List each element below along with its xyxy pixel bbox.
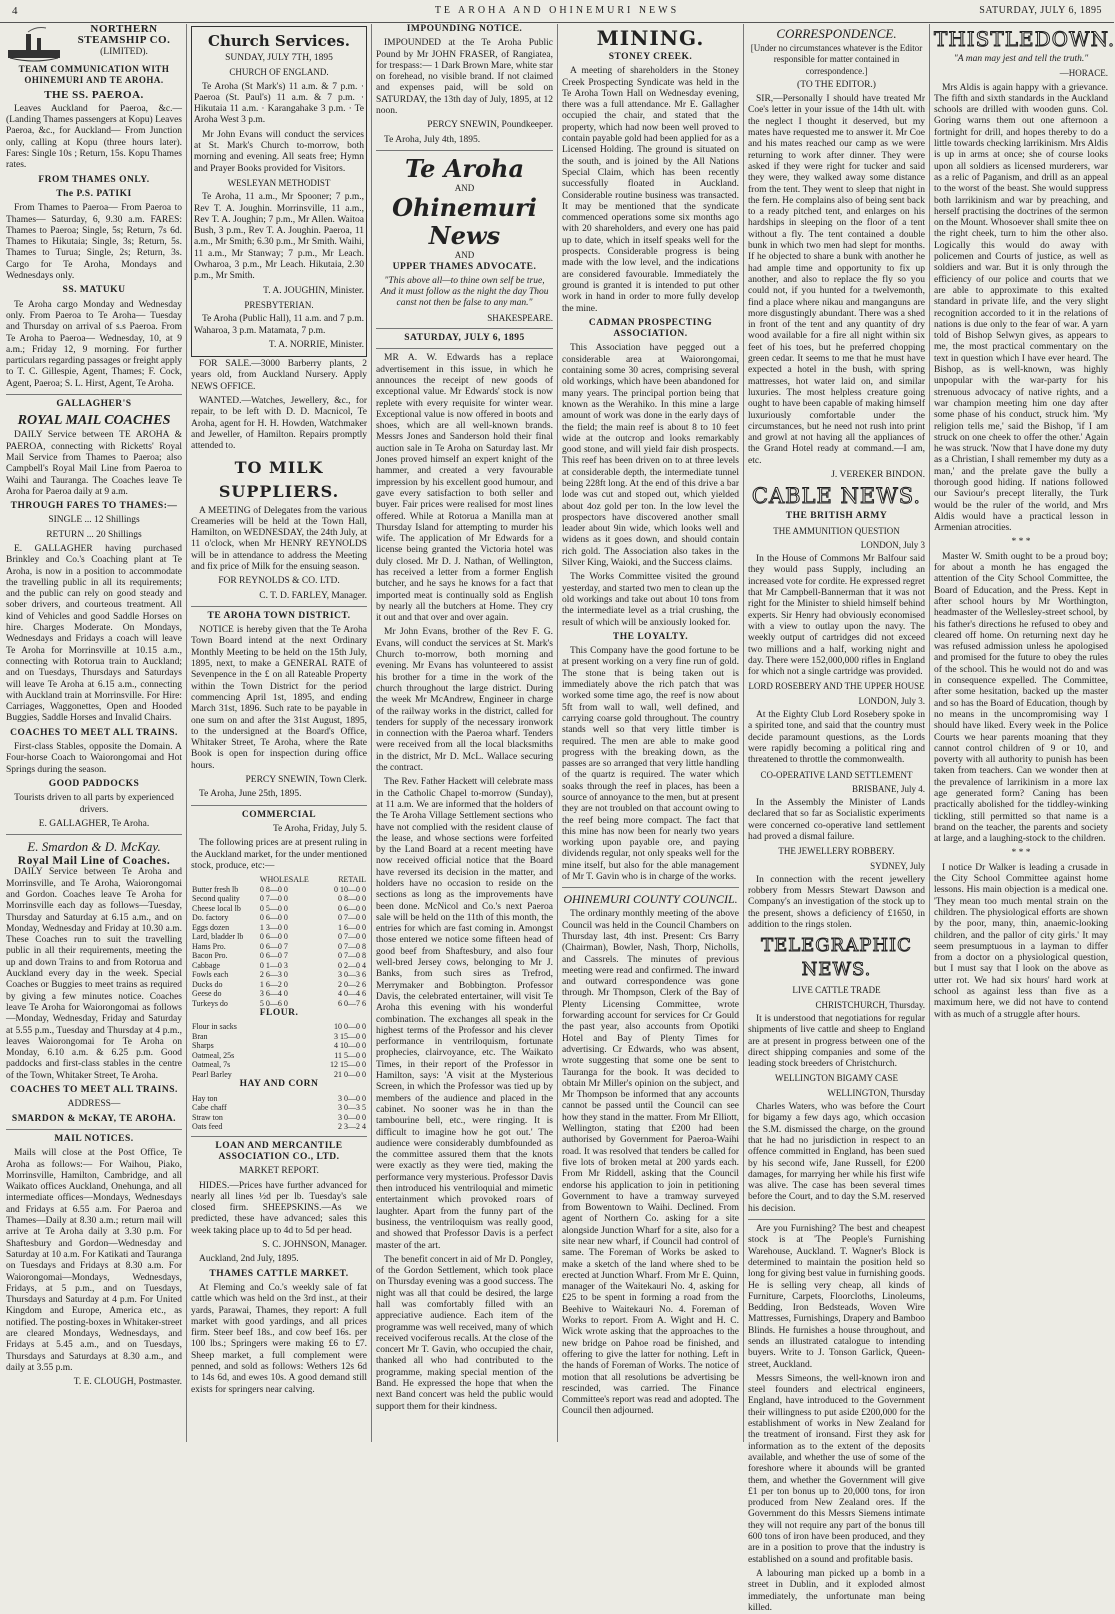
column-rule	[186, 24, 187, 1442]
hay-title: HAY AND CORN	[239, 1079, 319, 1090]
paper-title-ohinemuri: Ohinemuri News	[392, 193, 537, 251]
address-label: ADDRESS—	[67, 1099, 121, 1110]
royal-mail-title: ROYAL MAIL COACHES	[17, 413, 171, 429]
bigamy-text: Charles Waters, who was before the Court for bigamy a few days ago, which occasion the S.M. dismissed the charge, on the ground that he had no jurisdiction in respect to an offence committed in England, has been sued by his second wife, Jane Russell, for £200 damages, for marrying her while his first wife was alive. The case has been several times before the Court, and to day the S.M. reserved his decision.	[748, 1102, 925, 1214]
concert-text: The benefit concert in aid of Mr D. Pongley, of the Gordon Settlement, which took place on Thursday evening was a good success. The night was all that could be desired, the large hall was comfortably filled with an appreciative audience. Each item of the programme was well received, many of which received vociferous recalls. At the close of the concert Mr T. Gavin, who occupied the chair, thanked all who had contributed to the programme, making special mention of the Band. He expressed the hope that when the next Band concert was held the public would support them for their kindness.	[376, 1254, 553, 1412]
wanted-ad: WANTED.—Watches, Jewellery, &c., for repair, to be left with D. D. Macnicol, Te Aroha, agent for H. H. Howden, Watchmaker and Jeweller, of Hamilton. Repairs promptly attended to.	[191, 396, 367, 452]
table-cell: 21 0—0 0	[334, 1069, 366, 1079]
table-row	[191, 1022, 367, 1032]
table-cell: Geese do	[192, 989, 222, 999]
gallagher-head: GALLAGHER'S	[56, 399, 132, 410]
table-cell: 1 6—0 0	[338, 922, 366, 932]
norrie-sig: T. A. NORRIE, Minister.	[268, 339, 364, 350]
loyalty-title: THE LOYALTY.	[612, 631, 689, 642]
column-rule	[743, 24, 744, 1442]
table-cell: 0 7—0 0	[338, 932, 366, 942]
table-cell: 0 7—0 8	[338, 941, 366, 951]
table-row	[191, 1113, 367, 1123]
ammunition-title: THE AMMUNITION QUESTION	[773, 525, 900, 536]
jewellery-text: In connection with the recent jewellery robbery from Messrs Stewart Dawson and Company's an investigation of the stock up to the present, shows a deficiency of £1650, in addition to the rings stolen.	[748, 874, 925, 931]
hay-table	[191, 1094, 367, 1132]
table-row	[191, 1032, 367, 1042]
table-cell: 6 0—7 6	[338, 998, 366, 1008]
for-sale-ad: FOR SALE.—3000 Barberry plants, 2 years old, from Auckland Nursery. Apply NEWS OFFICE.	[191, 359, 367, 392]
table-cell: Turkeys do	[192, 998, 228, 1008]
table-cell: Ducks do	[192, 979, 223, 989]
upper-thames: UPPER THAMES ADVOCATE.	[392, 261, 537, 272]
good-paddocks: GOOD PADDOCKS	[48, 778, 140, 789]
table-cell: 3 0—0 0	[338, 1112, 366, 1122]
table-cell: Eggs dozen	[192, 922, 230, 932]
table-cell: 0 1—0 3	[259, 960, 288, 970]
royal-mail-line: Royal Mail Line of Coaches.	[17, 855, 171, 868]
table-cell: Oatmeal, 7s	[192, 1060, 231, 1070]
cattle-text: At Fleming and Co.'s weekly sale of fat cattle which was held on the 3rd inst., at their yards, Parawai, Thames, they report: A full market with good yardings, and all prices firm. Steer beef 18s., and cow beef 16s. per 100 lbs.; Springers were making £6 to £7. Sheep market, a full complement were penned, and sold as follows: Wethers 12s 6d to 14s 6d, and ewes 10s. A good demand still exists for springers near calving.	[191, 1282, 367, 1395]
table-cell: 1 6—2 0	[259, 979, 288, 989]
table-cell: 3 6—4 0	[259, 989, 288, 999]
church-lines: Te Aroha (St Mark's) 11 a.m. & 7 p.m. · Paeroa (St. Paul's) 11 a.m. & 7 p.m. · Hikutaia 11 a.m. · Karangahake 3 p.m. · Te Aroha West 3 p.m.	[194, 81, 364, 126]
table-cell: Cheese local lb	[192, 903, 241, 913]
church-text: Mr John Evans will conduct the services at St. Mark's Church to-morrow, both morning and evening. All seats free; Hymn and Prayer Books provided for Visitors.	[194, 129, 364, 174]
table-cell: 3 0—3 5	[338, 1103, 366, 1113]
coop-title: CO-OPERATIVE LAND SETTLEMENT	[760, 769, 913, 780]
brisbane-dateline: BRISBANE, July 4.	[851, 783, 925, 794]
table-row	[191, 1094, 367, 1104]
bomb-text: A labouring man picked up a bomb in a street in Dublin, and it exploded almost immediately, the unfortunate man being killed.	[748, 1568, 925, 1613]
cattle-trade-title: LIVE CATTLE TRADE	[792, 985, 881, 996]
table-row	[191, 999, 367, 1009]
district-text: NOTICE is hereby given that the Te Aroha Town Board intend at the next Ordinary Monthly Meeting to be held on the 15th July, 1895, next, to make a GENERAL RATE of Sevenpence in the £ on all Rateable Property within the Town District for the period commencing April 1st, 1895, and ending March 31st, 1896. Such rate to be payable in one sum on and after the 31st August, 1895, to the undersigned at the Board's Office, Whitaker Street, Te Aroha, where the Rate Book is open for inspection during office hours.	[191, 625, 367, 771]
flour-title: FLOUR.	[259, 1008, 299, 1019]
table-row	[191, 989, 367, 999]
paeroa-text: Leaves Auckland for Paeroa, &c.— (Landing Thames passengers at Kopu) Leaves Paeroa, &c., for Auckland— From Junction only, calling at Kopu (three hours later). Fares: Single 10s ; Return, 15s. Kopu Thames rates.	[6, 103, 182, 171]
comm-date: Te Aroha, Friday, July 5.	[273, 823, 367, 834]
rosebery-text: At the Eighty Club Lord Rosebery spoke in a spirited tone, and said that the country must decide paramount questions, as the Lords were rapidly becoming a political ring and threatened to throttle the commonwealth.	[748, 710, 925, 766]
coaches-all-trains: COACHES TO MEET ALL TRAINS.	[10, 1085, 178, 1096]
table-header: RETAIL	[338, 875, 366, 885]
shakespeare: SHAKESPEARE.	[487, 312, 553, 323]
cadman-title: CADMAN PROSPECTING ASSOCIATION.	[588, 317, 713, 340]
cattle-trade-text: It is understood that negotiations for regular shipments of live cattle and sheep to England are at present in progress between one of the direct shipping companies and some of the leading stock breeders of Christchurch.	[748, 1013, 925, 1070]
first-class: First-class Stables, opposite the Domain. A Four-horse Coach to Waiorongomai and Hot Springs during the season.	[6, 742, 182, 775]
joughin-sig: T. A. JOUGHIN, Minister.	[263, 285, 364, 296]
mail-notices-title: MAIL NOTICES.	[54, 1133, 134, 1144]
johnson-date: Auckland, 2nd July, 1895.	[199, 1254, 299, 1265]
more-text: The Rev. Father Hackett will celebrate mass in the Catholic Chapel to-morrow (Sunday), at 11 a.m. We are informed that the holders of the Te Aroha Village Settlement sections who have not complied with the resident clause of the lease, and whose sections were forfeited by the Land Board at a recent meeting have now received official notice that the Board have reversed its decision in the matter, and holders have no occasion to reside on the sections as long as the improvements have been done. McNicol and Co.'s next Paeroa sale will be held on the 11th of this month, the entries for which are fast coming in. Amongst those entered we notice some fifteen head of good beef from Shaftesbury, and also four well-bred Jersey cows, belonging to Mr J. Banks, from such sires as Trefrod, Merrymaker and Bobbington. Professor Davis, the celebrated entertainer, will visit Te Aroha this evening with his wonderful combination. The exchanges all speak in the highest terms of the Professor and his clever performance in ventriloquism, fortunate prophecies, clairvoyance, etc. The Waikato Times, in their report of the Professor in Hamilton, says: 'A visit at the Mysterious Screen, in which the Professor was tied up by members of the audience and placed in the cabinet. No sooner was he in than the tambourine bell, etc., were ringing. It is difficult to imagine how he got out.' The audience were considerably dumbfounded as the committee assured them that the knots were exactly as they were tied, making the performance very mysterious. Professor Davis then introduced his ventriloquial and mimetic entertainment which provoked roars of laughter. Apart from the funny part of the business, the ventriloquism was really good, and showed that Professor Davis is a perfect master of the art.	[376, 777, 553, 1251]
milk-title: TO MILK SUPPLIERS.	[218, 457, 340, 501]
presbyterian-title: PRESBYTERIAN.	[244, 299, 314, 310]
paper-title-and: AND	[454, 250, 475, 261]
poundkeeper-sig: PERCY SNEWIN, Poundkeeper.	[427, 120, 553, 131]
table-cell: Hay ton	[192, 1093, 218, 1103]
thistle-quote: "A man may jest and tell the truth."	[953, 54, 1089, 64]
hygiene-text: I notice Dr Walker is leading a crusade in the City School Committee against home lessons. His main objection is a medical one. 'They mean too much mental strain on the children. The physiological efforts are shown by the poor, many, thin, anaemic-looking children, and the pallor of city girls.' It may seem presumptuous in a layman to differ from a doctor on a physiological question, but I must say that I look on the above as utter rot. We had six hours' hard work at school as against less than five as a maximum here, we did not have to contend with as much of a struggle after hours.	[934, 862, 1108, 1020]
wellington-dateline: WELLINGTON, Thursday	[827, 1087, 925, 1098]
column-5	[748, 24, 925, 1613]
london-dateline: LONDON, July 3	[860, 539, 925, 550]
table-row	[191, 970, 367, 980]
through-fares: THROUGH FARES TO THAMES:—	[10, 501, 178, 512]
table-cell: 10 0—0 0	[334, 1022, 366, 1032]
table-cell: Straw ton	[192, 1112, 223, 1122]
table-header	[191, 875, 259, 885]
table-cell: 0 6—0 0	[259, 932, 288, 942]
milk-text: A MEETING of Delegates from the various Creameries will be held at the Town Hall, Hamilton, on WEDNESDAY, the 24th July, at 11 o'clock, when Mr HENRY REYNOLDS will be in attendance to address the Meeting and fix price of Milk for the ensuing season.	[191, 505, 367, 572]
rosebery-title: LORD ROSEBERY AND THE UPPER HOUSE	[748, 681, 925, 692]
table-cell: 0 6—0 0	[259, 913, 288, 923]
table-cell: 0 6—0 0	[338, 903, 366, 913]
table-row	[191, 1060, 367, 1070]
northern-steamship-ad	[6, 24, 182, 64]
paeroa-ship: THE SS. PAEROA.	[44, 88, 144, 101]
coaches-meet: COACHES TO MEET ALL TRAINS.	[10, 727, 178, 738]
simeons-text: Messrs Simeons, the well-known iron and steel founders and electrical engineers, England, have introduced to the Government their willingness to put aside £200,000 for the establishment of works in New Zealand for the treatment of ironsand. First they ask for information as to the extent of the deposits available, and whether the use of some of the foreshore where it abounds will be granted them, and whether the Government will give £1 per ton bonus up to 20,000 tons, for iron produced from New Zealand ores. If the Government do this Messrs Siemens intimate they will not require any part of the bonus till 600 tons of iron have been produced, and they are in a position to prove that the industry is established on a sound and profitable basis.	[748, 1373, 925, 1565]
impound-text: IMPOUNDED at the Te Aroha Public Pound by Mr JOHN FRASER, of Rangiatea, for trespass:— 1 Dark Brown Mare, white star on forehead, no visible brand. If not claimed and expenses paid, will be sold on SATURDAY, the 13th day of July, 1895, at 12 noon.	[376, 38, 553, 117]
snewin-date: Te Aroha, June 25th, 1895.	[199, 789, 302, 800]
impounding-title: IMPOUNDING NOTICE.	[406, 24, 523, 34]
table-header: WHOLESALE	[259, 875, 309, 885]
clough-sig: T. E. CLOUGH, Postmaster.	[73, 1377, 182, 1388]
snewin-sig: PERCY SNEWIN, Town Clerk.	[245, 775, 367, 786]
table-cell: 3 0—3 6	[338, 970, 366, 980]
table-row	[191, 951, 367, 961]
table-row	[191, 923, 367, 933]
jewellery-title: THE JEWELLERY ROBBERY.	[778, 846, 895, 857]
table-cell: 0 2—0 4	[338, 960, 366, 970]
northern-title: NORTHERN STEAMSHIP CO.	[77, 23, 171, 47]
table-row	[191, 980, 367, 990]
table-cell: 0 8—0 0	[338, 894, 366, 904]
stars-divider: * * *	[1011, 848, 1031, 859]
ammunition-text: In the House of Commons Mr Balfour said they would pass Supply, including an increased vote for cordite. He expressed regret that Mr Campbell-Bannerman that it was not right for the Minister to shield himself behind experts. Sir Henry had obviously economised with a view to outlay upon the navy. The weekly output of cartridges did not exceed two millions and a half, working night and day. There were 152,000,000 rifles in England for which not a single cartridge was provided.	[748, 554, 925, 678]
paper-title-te-aroha: Te Aroha	[404, 153, 524, 183]
cable-news-title: CABLE NEWS.	[751, 484, 922, 509]
smardon-addr: SMARDON & McKAY, TE AROHA.	[11, 1113, 177, 1124]
patiki-text: From Thames to Paeroa— From Paeroa to Thames— Saturday, 6, 9.30 a.m. FARES: Thames to Paeroa; Single, 5s; Return, 7s 6d. Thames to Hikutaia; Single, 3s; Return, 5s. Thames to Turua; Single, 2s; Return, 3s. Cargo for Te Aroha, Mondays and Wednesdays only.	[6, 203, 182, 282]
thistledown-title: THISTLEDOWN.	[934, 27, 1115, 51]
column-rule	[371, 24, 372, 1442]
fares-return: RETURN ... 20 Shillings	[46, 529, 142, 540]
corr-text: SIR,—Personally I should have treated Mr Coe's letter in your issue of the 14th ult. with the neglect I thought it deserved, but my mates have requested me to answer it. Mr Coe and his mates reached our camp as we were returning to work after dinner. They were asked if they were right for tucker and said they were, they walked away some distance from the tent. They went to sleep that night in the fern. He complains also of being sent back to a ready pitched tent, and enlarges on his hardships in sleeping on the floor of a tent without a fly. The tent contained a double bunk in which two men had slept for months. If he objected to share a bunk with another he had ample time and opportunity to fix up another, and also to replace the fly so you could not, if you hunted for a twelvemonth, find a place where nikau and manganguns are more disgustingly abundant. There was a shed in front of the tent and any quantity of dry wood available for a fire all night within six feet of his toes, but he preferred chopping green cedar. It seems to me that he must have expected a hotel in the bush, with spring mattresses, hot water laid on, and similar luxuries. The most helpless creature going ought to have been capable of making himself luxuriously comfortable under the circumstances, but he need not rush into print and growl at not having all the appliances of the Grand Hotel ready at command.—I am, etc.	[748, 94, 925, 466]
stars-divider: * * *	[1011, 537, 1031, 548]
column-6	[934, 24, 1115, 1442]
table-cell: 5 0—6 0	[259, 998, 288, 1008]
gallagher-text: DAILY Service between TE AROHA & PAEROA, connecting with Ricketts' Royal Mail Service from Thames to Paeroa; also Campbell's Royal Mail Line from Paeroa to Waihi and Tauranga. The Coaches leave Te Aroha for Paeroa daily at 9 a.m.	[6, 430, 182, 497]
newspaper-title: TE AROHA AND OHINEMURI NEWS	[434, 5, 680, 16]
paper-title-and: AND	[454, 182, 475, 193]
table-cell: Bran	[192, 1031, 208, 1041]
table-cell: Hams Pro.	[192, 941, 226, 951]
table-cell: 0 7—0 0	[338, 913, 366, 923]
correspondence-title: CORRESPONDENCE.	[776, 26, 897, 41]
flour-table	[191, 1022, 367, 1079]
telegraphic-title: TELEGRAPHIC NEWS.	[761, 935, 912, 981]
table-cell: Oatmeal, 25s	[192, 1050, 235, 1060]
editorial-date: SATURDAY, JULY 6, 1895	[404, 333, 525, 344]
table-cell: Do. factory	[192, 913, 229, 923]
wesleyan-text: Te Aroha, 11 a.m., Mr Spooner; 7 p.m., Rev T. A. Joughin. Morrinsville, 11 a.m., Rev T. A. Joughin; 7 p.m., Mr Allen. Waitoa Bush, 3 p.m., Rev T. A. Joughin. Paeroa, 11 a.m., Mr Smith; 6.30 p.m., Mr Smith. Waihi, 11 a.m., Mr Stanway; 7 p.m., Mr Leach. Owharoa, 3 p.m., Mr Leach. Hikutaia, 2.30 p.m., Mr Smith.	[194, 192, 364, 282]
bindon-sig: J. VEREKER BINDON.	[831, 469, 925, 480]
table-cell: 4 10—0 0	[334, 1041, 366, 1051]
table-cell: 0 6—0 7	[259, 951, 288, 961]
table-cell: 2 6—3 0	[259, 970, 288, 980]
british-army: THE BRITISH ARMY	[785, 511, 888, 522]
issue-date: SATURDAY, JULY 6, 1895	[979, 5, 1102, 16]
table-cell: Fowls each	[192, 970, 229, 980]
table-cell: Second quality	[192, 894, 240, 904]
table-row	[191, 1103, 367, 1113]
tourists: Tourists driven to all parts by experienced drivers.	[14, 793, 174, 815]
table-cell: Cabe chaff	[192, 1103, 227, 1113]
northern-sub: (LIMITED).	[100, 46, 148, 57]
council-text: The ordinary monthly meeting of the above Council was held in the Council Chambers on Thursday last, 4th inst. Present: Crs Barry (Chairman), Bowler, Nash, Thorp, Nicholls, and Cassrels. The minutes of previous meeting were read and confirmed. The inward and outward correspondence was gone through. Mr Thompson, Clerk of the Bay of Plenty Licensing Committee, wrote forwarding account for services for Cr Gould the past year, also accounts from Opotiki Hotel and Bay of Plenty Times for advertising. Cr Edwards, who was absent, wrote suggesting that some one be sent to Tauranga for the book. It was decided to obtain Mr Miller's opinion on the subject, and Mr Thompson be informed that any accounts cannot be passed until the Council can see how they stand in the matter. From Mr Elliott, Wellington, stating that £200 had been authorised by Government for Paeroa-Waihi road. It was resolved that tenders be called for five lots of broken metal at 200 yards each. From Mr Riddell, asking that the Council endorse his application to join in petitioning Government to have a tramway surveyed from Bowentown to Waihi. Declined. From agent of Northern Co. asking for a site alongside Junction Wharf for a site, also for a site near new wharf, if Council had control of same. The Foreman of Works be asked to make a sketch of the land where shed to be erected at Junction Wharf. From Mr E. Quinn, manager of the Waitekauri No. 4, asking for £25 to be spent in forming a road from the Beehive to Waitekauri No. 4. Foreman of Works to report. From A. Wight and H. C. Wick wrote asking that the approaches to the new bridge on Pahoe road be finished, and offering to give the latter for nothing. Left in the hands of Foreman of Works. The notice of motion that all resolutions be advertising be rescinded, was carried. The Finance Committee's report was read and adopted. The Council then adjourned.	[562, 909, 739, 1417]
church-title: Church Services.	[208, 32, 350, 50]
matuku-title: SS. MATUKU	[62, 285, 126, 296]
church-england: CHURCH OF ENGLAND.	[229, 67, 329, 78]
bigamy-title: WELLINGTON BIGAMY CASE	[775, 1073, 898, 1084]
smardon-head: E. Smardon & D. McKay.	[27, 839, 161, 855]
table-cell: 0 6—0 7	[259, 941, 288, 951]
corr-note: [Under no circumstances whatever is the Editor responsible for matter contained in correspondence.]	[750, 43, 923, 76]
column-1	[6, 24, 182, 1442]
table-cell: Lard, bladder lb	[192, 932, 244, 942]
loan-title: LOAN AND MERCANTILE ASSOCIATION CO., LTD.	[215, 1140, 343, 1162]
table-row	[191, 961, 367, 971]
page-number: 4	[12, 5, 18, 17]
church-services-box	[191, 26, 367, 357]
table-cell: Cabbage	[192, 960, 220, 970]
table-cell: 3 0—0 0	[338, 1093, 366, 1103]
table-row	[191, 875, 367, 885]
church-date: SUNDAY, JULY 7TH, 1895	[225, 53, 333, 63]
table-row	[191, 1041, 367, 1051]
stoney-creek: STONEY CREEK.	[608, 52, 693, 62]
editorial-text: MR A. W. Edwards has a replace advertisement in this issue, in which he announces the receipt of new goods of exceptional value. Mr Edwards' stock is now replete with every requisite for winter wear. Exceptional value is now offered in boots and shoes, which are all well-known brands. Messrs Jones and Sanderson hold their final auction sale in Te Aroha on Saturday last. Mr Jones proved himself an expert knight of the hammer, and created a very favourable impression by his excellent good humour, and gave every satisfaction to both seller and buyer. Fair prices were realised for most lines offered. While at Rotorua a Manilla man at Thursday Island for attempting to murder his wife. The application of Mr Edwards for a license being granted the Victoria hotel was duly closed. Mr D. J. Nathan, of Wellington, has received a letter from a former English butcher, and he says he knows for a fact that imported meat is continually sold as English by nearly all the butchers at Home. They cry it out and that over and over again.	[376, 353, 553, 624]
column-3	[376, 24, 553, 1442]
table-cell: 0 7—0 0	[259, 894, 288, 904]
table-cell: 11 5—0 0	[334, 1050, 366, 1060]
commercial-title: COMMERCIAL	[241, 809, 317, 820]
table-cell: 0 8—0 0	[259, 884, 288, 894]
table-cell: 1 3—0 0	[259, 922, 288, 932]
from-thames: FROM THAMES ONLY.	[38, 174, 150, 185]
column-rule	[557, 24, 558, 1442]
council-title: OHINEMURI COUNTY COUNCIL.	[563, 892, 738, 907]
table-cell: Sharps	[192, 1041, 214, 1051]
comm-text: The following prices are at present ruling in the Auckland market, for the under mentioned stock, produce, etc:—	[191, 838, 367, 871]
table-row	[191, 932, 367, 942]
table-row	[191, 904, 367, 914]
table-cell: 2 0—2 6	[338, 979, 366, 989]
matuku-text: Te Aroha cargo Monday and Wednesday only. From Paeroa to Te Aroha— Tuesday and Thursday on arrival of s.s Paeroa. From Te Aroha to Paeroa— Wednesday, 10, at 9 a.m.; Friday 12, 9 morning. For further particulars regarding passages or freight apply to T. C. Gillespie, Agent, Thames; F. Cock, Agent, Paeroa; S. L. Hirst, Agent, Te Aroha.	[6, 299, 182, 389]
northern-comm: TEAM COMMUNICATION WITH OHINEMURI AND TE AROHA.	[18, 64, 170, 86]
thistle-text: Mrs Aldis is again happy with a grievance. The fifth and sixth standards in the Auckland schools are drilled with wooden guns. Col. Goring warns them out one afternoon a fortnight for drill, and hopes thereby to do a little towards checking larrikinism. Mrs Aldis is up in arms at once; she of course looks upon all soldiers as licensed murderers, war as a relic of Paganism, and drill as an appeal to the worst of the beast. She would suppress both larrikinism and war by preaching, and herself practising the doctrines of the sermon on the Mount. Whosoever shall smite thee on the right cheek, turn to him the other also. Logically this would do away with policemen and Courts of justice, as well as soldiers and war. But it is only through the efficiency of our police and courts that we are able to approximate to this exalted standard in private life, and the very slight recognition accorded to it in the relations of nations is due only to the fear of war. A yarn told of Bishop Selwyn gives, as appears to me, the most practical commentary on the text in question which I have ever heard. The Bishop, as is well-known, was highly unpopular with the war-party for his strenuous advocacy of native rights, and a war champion meeting him one day after some phase of his conduct, struck him. 'My religion tells me,' said the Bishop, 'if I am struck on one cheek to offer the other.' Again he was struck. 'Now that I have done my duty as a Christian, I shall remember my duty as a man,' and the prelate gave the bully a thorough good hiding. If nations followed our Saviour's precept literally, the Turk would be the ruler of the world, and Mrs Aldis would have a practical lesson in Armenian atrocities.	[934, 82, 1108, 534]
fares-single: SINGLE ... 12 Shillings	[48, 515, 140, 526]
column-rule	[929, 24, 930, 1442]
johnson-sig: S. C. JOHNSON, Manager.	[262, 1240, 367, 1251]
price-table	[191, 875, 367, 1008]
to-editor: (TO THE EDITOR.)	[797, 79, 876, 90]
district-title: TE AROHA TOWN DISTRICT.	[207, 610, 351, 621]
motto: "This above all—to thine own self be true, And it must follow as the night the day Thou canst not then be false to any man."	[380, 275, 549, 309]
cadman-text: This Association have pegged out a considerable area at Waiorongomai, containing some 30 acres, comprising several old workings, which have been abandoned for many years. The principal portion being that known as the Werahiko. In this mine a large amount of work was done in the early days of the field; the main reef is about 8 to 10 feet wide at the outcrop and looks remarkably good stone, and will yield fair dish prospects. This reef has been driven on to at three levels at considerable depth, the intermediate tunnel being 228ft long. At the end of this drive a bar lode was cut and stoped out, which yielded about 4oz gold per ton. In the low level the prospectors have discovered another small leader about 9in wide, which looks well and widens as it goes down, and should contain rich gold. The Association also takes in the Silver King, Waioki, and the Success claims.	[562, 343, 739, 569]
table-row	[191, 942, 367, 952]
table-row	[191, 885, 367, 895]
wesleyan-title: WESLEYAN METHODIST	[227, 177, 331, 188]
farley-sig: C. T. D. FARLEY, Manager.	[259, 590, 367, 601]
fireworks-text: Mr John Evans, brother of the Rev F. G. Evans, will conduct the services at St. Mark's Church to-morrow, both morning and evening. Mr Evans has volunteered to assist his brother for a time in the work of the church throughout the large district. During the week Mr McAndrew, Engineer in charge of the railway works in the district, called for tenders for supply of the necessary ironwork in connection with the Paeroa wharf. Tenders were received from all the local blacksmiths in the district, Mr D. McL. Wallace securing the contract.	[376, 627, 553, 774]
reynolds-sig: FOR REYNOLDS & CO. LTD.	[218, 576, 340, 587]
thames-cattle: THAMES CATTLE MARKET.	[209, 1268, 349, 1279]
furnishing-ad: Are you Furnishing? The best and cheapest stock is at 'The People's Furnishing Warehouse, Auckland. T. Wagner's Block is determined to maintain the position held so long for giving best value in furnishing goods. He is selling very cheap, all kinds of Furniture, Carpets, Floorcloths, Linoleums, Bedding, Iron Bedsteads, Woven Wire Mattresses, Furnishings, Drapery and Bamboo Blinds. He furnishes a house throughout, and sends an illustrated catalogue to intending buyers. Write to J. Tonson Garlick, Queen-street, Auckland.	[748, 1224, 925, 1370]
loyalty-text: This Company have the good fortune to be at present working on a very fine run of gold. The stone that is being taken out is immediately above the rich patch that was worked some time ago, the reef is now about 5ft from wall to wall, well defined, and carrying coarse gold throughout. The country stands well so that very little timber is required. The men are able to make good progress with the breaking down, as the passes are so arranged that very little handling of the quartz is required. The water which soaks through the reef in places, has been a source of annoyance to the men, but at present they are not troubled on that account owing to the reef being more compact. The fact that this mine has now been for nearly two years working upon payable ore, and paying dividends regular, not only speaks well for the mine itself, but also for the able management of Mr T. Gavin who is in charge of the works.	[562, 646, 739, 883]
steamship-icon	[6, 24, 62, 64]
table-cell: 12 15—0 0	[330, 1060, 366, 1070]
table-cell: Butter fresh lb	[192, 884, 239, 894]
chch-dateline: CHRISTCHURCH, Thursday.	[815, 999, 925, 1010]
table-cell: Oats feed	[192, 1122, 223, 1132]
table-row	[191, 894, 367, 904]
table-cell: 3 15—0 0	[334, 1031, 366, 1041]
gallagher-sig: E. GALLAGHER, Te Aroha.	[38, 818, 150, 829]
market-report: MARKET REPORT.	[239, 1166, 319, 1177]
table-row	[191, 913, 367, 923]
table-cell: 0 7—0 8	[338, 951, 366, 961]
table-cell: 0 10—0 0	[334, 884, 366, 894]
table-row	[191, 1122, 367, 1132]
coop-text: In the Assembly the Minister of Lands declared that so far as Socialistic experiments were concerned co-operative land settlement had proved a dismal failure.	[748, 798, 925, 842]
london-dateline: LONDON, July 3.	[858, 695, 925, 706]
patiki-title: The P.S. PATIKI	[56, 188, 132, 199]
column-2	[191, 24, 367, 1442]
horace: —HORACE.	[1059, 68, 1108, 79]
mining-title: MINING.	[596, 26, 705, 50]
table-cell: 2 3—2 4	[338, 1122, 366, 1132]
works-text: The Works Committee visited the ground yesterday, and started two men to clean up the old workings and take out about 10 tons from the intermediate level as a trial crushing, the result of which will be anxiously looked for.	[562, 572, 739, 628]
hides-text: HIDES.—Prices have further advanced for nearly all lines ½d per lb. Tuesday's sale closed firm. SHEEPSKINS.—As we predicted, these have advanced; sales this week taking place up to 4d to 5d per head.	[191, 1180, 367, 1236]
table-cell: Pearl Barley	[192, 1069, 232, 1079]
page-masthead	[0, 0, 1114, 23]
table-cell: 4 0—4 6	[338, 989, 366, 999]
sydney-dateline: SYDNEY, July	[870, 860, 925, 871]
table-cell: Flour in sacks	[192, 1022, 237, 1032]
mail-text: Mails will close at the Post Office, Te Aroha as follows:— For Waihou, Piako, Morrinsville, Hamilton, Cambridge, and all Waikato offices Auckland, Onehunga, and all intermediate offices—Mondays, Wednesdays and Fridays at 6.55 a.m. For Paeroa and Thames—Daily at 8.30 a.m.; return mail will arrive at Te Aroha daily at 3.30 p.m. For Shaftesbury and Gordon—Wednesday and Saturday at 10 a.m. For Katikati and Tauranga on Tuesdays and Fridays at 8.30 a.m. For Waiorongomai—Mondays, Wednesdays, Fridays, at 5 p.m., and on Tuesdays, Thursdays and Saturday at 4 p.m. For United Kingdom and Europe, America etc., as notified. The posting-boxes in Whitaker-street are cleared Mondays, Wednesdays, and Fridays at 5.45 a.m., and on Tuesdays, Thursdays and Saturdays at 8.30 a.m., and daily at 3.55 p.m.	[6, 1148, 182, 1373]
presby-text: Te Aroha (Public Hall), 11 a.m. and 7 p.m. Waharoa, 3 p.m. Matamata, 7 p.m.	[194, 314, 364, 336]
smith-text: Master W. Smith ought to be a proud boy; for about a month he has engaged the attention of the City School Committee, the Board of Education, and the Press. Kept in after school hours by Mr Worthington, headmaster of the Wellesley-street school, by his father's directions he refused to obey and cleared off home. On returning next day he was refused admission unless he apologised and promised for the future to obey the rules of the school. This he would not do and was in consequence expelled. The Committee, after some hesitation, backed up the master and so has the Board of Education, though by no means in the uncompromising way I should have liked. Every week in the Police Courts we hear parents moaning that they cannot control children of 9 or 10, and poverty with all authority to punish has been taken from teachers. Can we wonder then at the prevalence of larrikinism in a more lax age generated form? Caning has been practically abolished for the tiddley-winking tickling, still permitted so that name is a brand on the teacher, the parents and society at large, and a laughing-stock to the children.	[934, 551, 1108, 845]
table-row	[191, 1051, 367, 1061]
impound-date: Te Aroha, July 4th, 1895.	[384, 134, 481, 145]
column-4	[562, 24, 739, 1442]
gallagher-text2: E. GALLAGHER having purchased Brinkley and Co.'s Coaching plant at Te Aroha, is now in a position to accommodate the travelling public in all its requirements; and the public can rely on good steady and sober drivers, and courteous treatment. All kind of Vehicles and good Saddle Horses on hire. Charges Moderate. On Mondays, Wednesdays and Fridays a coach will leave Te Aroha for Morrinsville at 10.15 a.m., connecting with Rotorua train to Auckland; and on Tuesdays, Thursdays and Saturdays will leave Te Aroha at 6.15 a.m., connecting with Auckland train at Morrinsville. For Hire: Carriages, Waggonettes, Open and Hooded Buggies, Saddle Horses and Invalid Chairs.	[6, 543, 182, 724]
table-cell: 0 5—0 0	[259, 903, 288, 913]
smardon-text: DAILY Service between Te Aroha and Morrinsville, and Te Aroha, Waiorongomai and Gordon. Coaches leave Te Aroha for Morrinsville each day as follows—Tuesday, Thursday and Saturday at 6.15 a.m., and on Monday, Wednesday and Friday at 10.30 a.m. These Coaches run to suit the travelling public in all their requirements, meeting the up and down Trains to and from Rotorua and Auckland every day in the week. Special Coaches or Buggies to meet trains as required by giving a few minutes notice. Coaches leave Te Aroha for Waiorongomai as follows—Monday, Wednesday, Friday and Saturday at 5.55 p.m., Tuesday and Thursday at 4 p.m., leaves Waiorongomai for Te Aroha on Monday, 6.10 a.m. & 6.25 p.m. Good paddocks and first-class stables in the centre of the Town, Whitaker Street, Te Aroha.	[6, 867, 182, 1081]
table-cell: Bacon Pro.	[192, 951, 228, 961]
mining-text: A meeting of shareholders in the Stoney Creek Prospecting Syndicate was held in the Te Aroha Town Hall on Wednesday evening, there was a full attendance. Mr E. Gallagher occupied the chair, and stated that the property, which had now been well proved to contain payable gold had been applied for as a Licensed Holding. The ground is situated on the south, and is joined by the All Nations Special Claim, which has been recently successfully floated in Auckland. Considerable routine business was transacted. It may be mentioned that the syndicate commenced operations some six months ago with 20 shareholders, and every one has paid up to date, which in itself speaks well for the prospects. Considerable progress is being made with the low level, and the indications are considered favourable. Immediately the ground is granted it is intended to put other work in hand in order to more fully develop the mine.	[562, 66, 739, 314]
table-row	[191, 1070, 367, 1080]
